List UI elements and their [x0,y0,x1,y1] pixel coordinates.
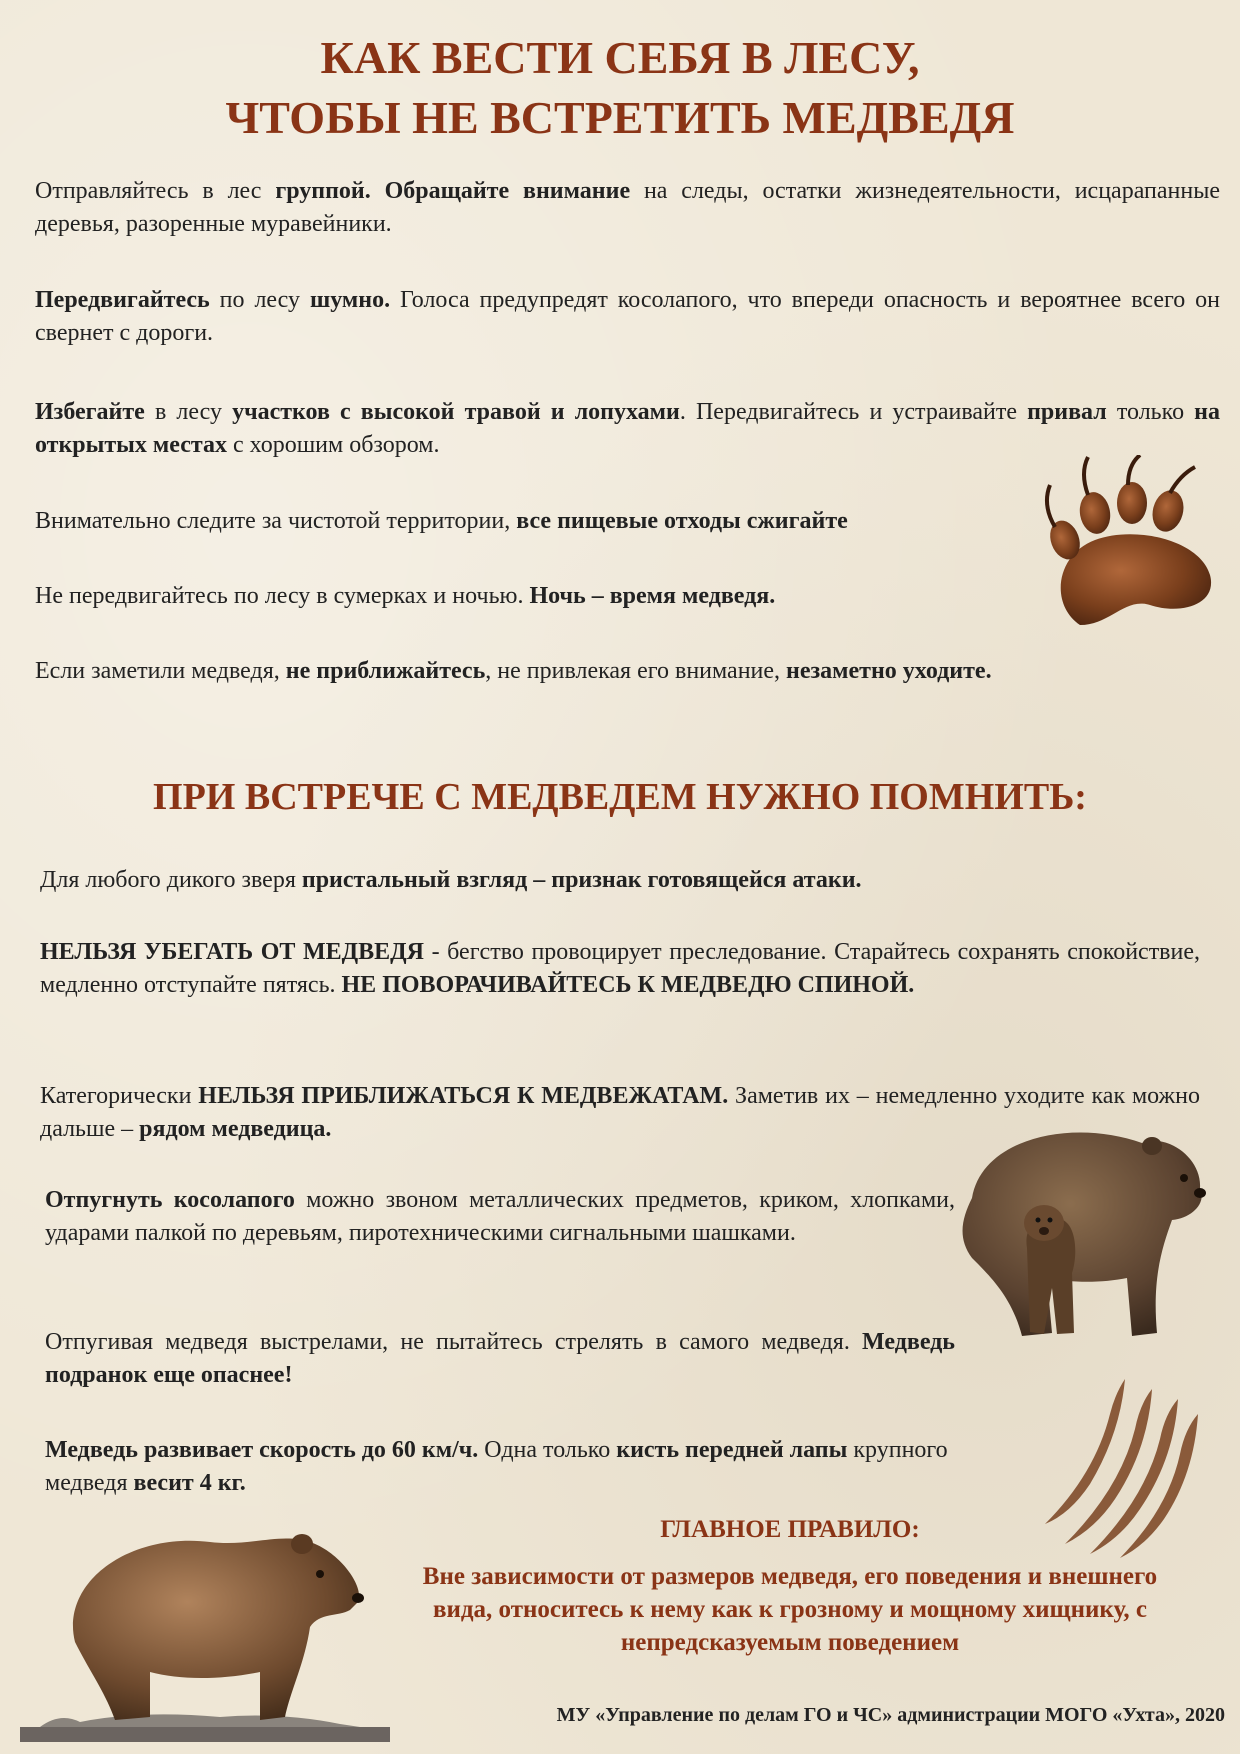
text: только [1106,399,1195,425]
paragraph-avoid-grass [35,396,1220,462]
text-bold: весит 4 кг. [133,1470,246,1496]
text-bold: на открытых местах [35,399,1220,458]
text-bold: кисть передней лапы [616,1437,848,1463]
text-bold: группой. Обращайте внимание [275,178,631,204]
text-bold: пристальный взгляд – признак готовящейся атаки. [301,867,862,893]
text-bold: участков с высокой травой и лопухами [232,399,680,425]
paragraph-no-run [40,936,1200,1002]
text: - бегство провоцирует преследование. Старайтесь сохранять спокойствие, медленно отступайте пятясь. [40,939,1201,998]
brown-bear-image [20,1512,390,1742]
text: в лесу [144,399,233,425]
paragraph-night [35,580,1035,613]
text-bold: Передвигайтесь [35,287,210,313]
text-bold: Отпугнуть косолапого [45,1187,295,1213]
main-rule-title: ГЛАВНОЕ ПРАВИЛО: [660,1516,920,1543]
text: Внимательно следите за чистотой территории, [35,508,517,534]
text: Если заметили медведя, [35,658,286,684]
text-bold: рядом медведица. [139,1116,332,1142]
paw-print-icon [1040,455,1220,630]
text-bold: Медведь подранок еще опаснее! [45,1329,955,1388]
text: с хорошим обзором. [226,432,440,458]
footer-credit: МУ «Управление по делам ГО и ЧС» администрации МОГО «Ухта», 2020 [556,1704,1225,1726]
text-bold: Медведь развивает скорость до 60 км/ч. [45,1437,479,1463]
main-rule-text: Вне зависимости от размеров медведя, его поведения и внешнего вида, относитесь к нему как к грозному и мощному хищнику, с непредсказуемым поведением [422,1563,1158,1656]
text-bold: НЕЛЬЗЯ УБЕГАТЬ ОТ МЕДВЕДЯ [40,939,424,965]
paragraph-shots [45,1326,955,1392]
text-bold: все пищевые отходы сжигайте [516,508,848,534]
title-line-2: ЧТОБЫ НЕ ВСТРЕТИТЬ МЕДВЕДЯ [225,92,1015,143]
section-heading: ПРИ ВСТРЕЧЕ С МЕДВЕДЕМ НУЖНО ПОМНИТЬ: [153,776,1087,818]
text: Отпугивая медведя выстрелами, не пытайтесь стрелять в самого медведя. [45,1329,863,1355]
paragraph-cleanliness [35,505,1035,538]
text-bold: Ночь – время медведя. [529,583,776,609]
text: можно звоном металлических предметов, криком, хлопками, ударами палкой по деревьям, пиротехническими сигнальными шашками. [45,1187,955,1246]
paragraph-noise [35,284,1220,350]
text: Одна только [478,1437,617,1463]
paragraph-scare [45,1184,955,1250]
paragraph-group [35,175,1220,241]
text: Не передвигайтесь по лесу в сумерках и ночью. [35,583,530,609]
text-bold: НЕЛЬЗЯ ПРИБЛИЖАТЬСЯ К МЕДВЕЖАТАМ. [198,1083,729,1109]
text: Заметив их – немедленно уходите как можно дальше – [40,1083,1200,1142]
text: по лесу [209,287,310,313]
text-bold: шумно. [309,287,391,313]
text: Для любого дикого зверя [40,867,302,893]
text: крупного медведя [45,1437,948,1496]
paragraph-if-noticed [35,655,1220,688]
text: . Передвигайтесь и устраивайте [679,399,1028,425]
text-bold: не приближайтесь [285,658,486,684]
claw-marks-icon [1040,1374,1200,1559]
text: Отправляйтесь в лес [35,178,276,204]
text-bold: незаметно уходите. [786,658,992,684]
paragraph-speed [45,1434,955,1500]
text: Категорически [40,1083,199,1109]
page-title [0,28,1240,148]
text: Голоса предупредят косолапого, что впереди опасность и вероятнее всего он свернет с дороги. [35,287,1220,346]
bear-with-cub-image [952,1108,1210,1340]
text-bold: НЕ ПОВОРАЧИВАЙТЕСЬ К МЕДВЕДЮ СПИНОЙ. [341,972,915,998]
text-bold: Избегайте [35,399,145,425]
paragraph-stare [40,864,1200,897]
text: , не привлекая его внимание, [485,658,787,684]
text: на следы, остатки жизнедеятельности, исцарапанные деревья, разоренные муравейники. [35,178,1220,237]
text-bold: привал [1027,399,1107,425]
title-line-1: КАК ВЕСТИ СЕБЯ В ЛЕСУ, [320,32,920,83]
